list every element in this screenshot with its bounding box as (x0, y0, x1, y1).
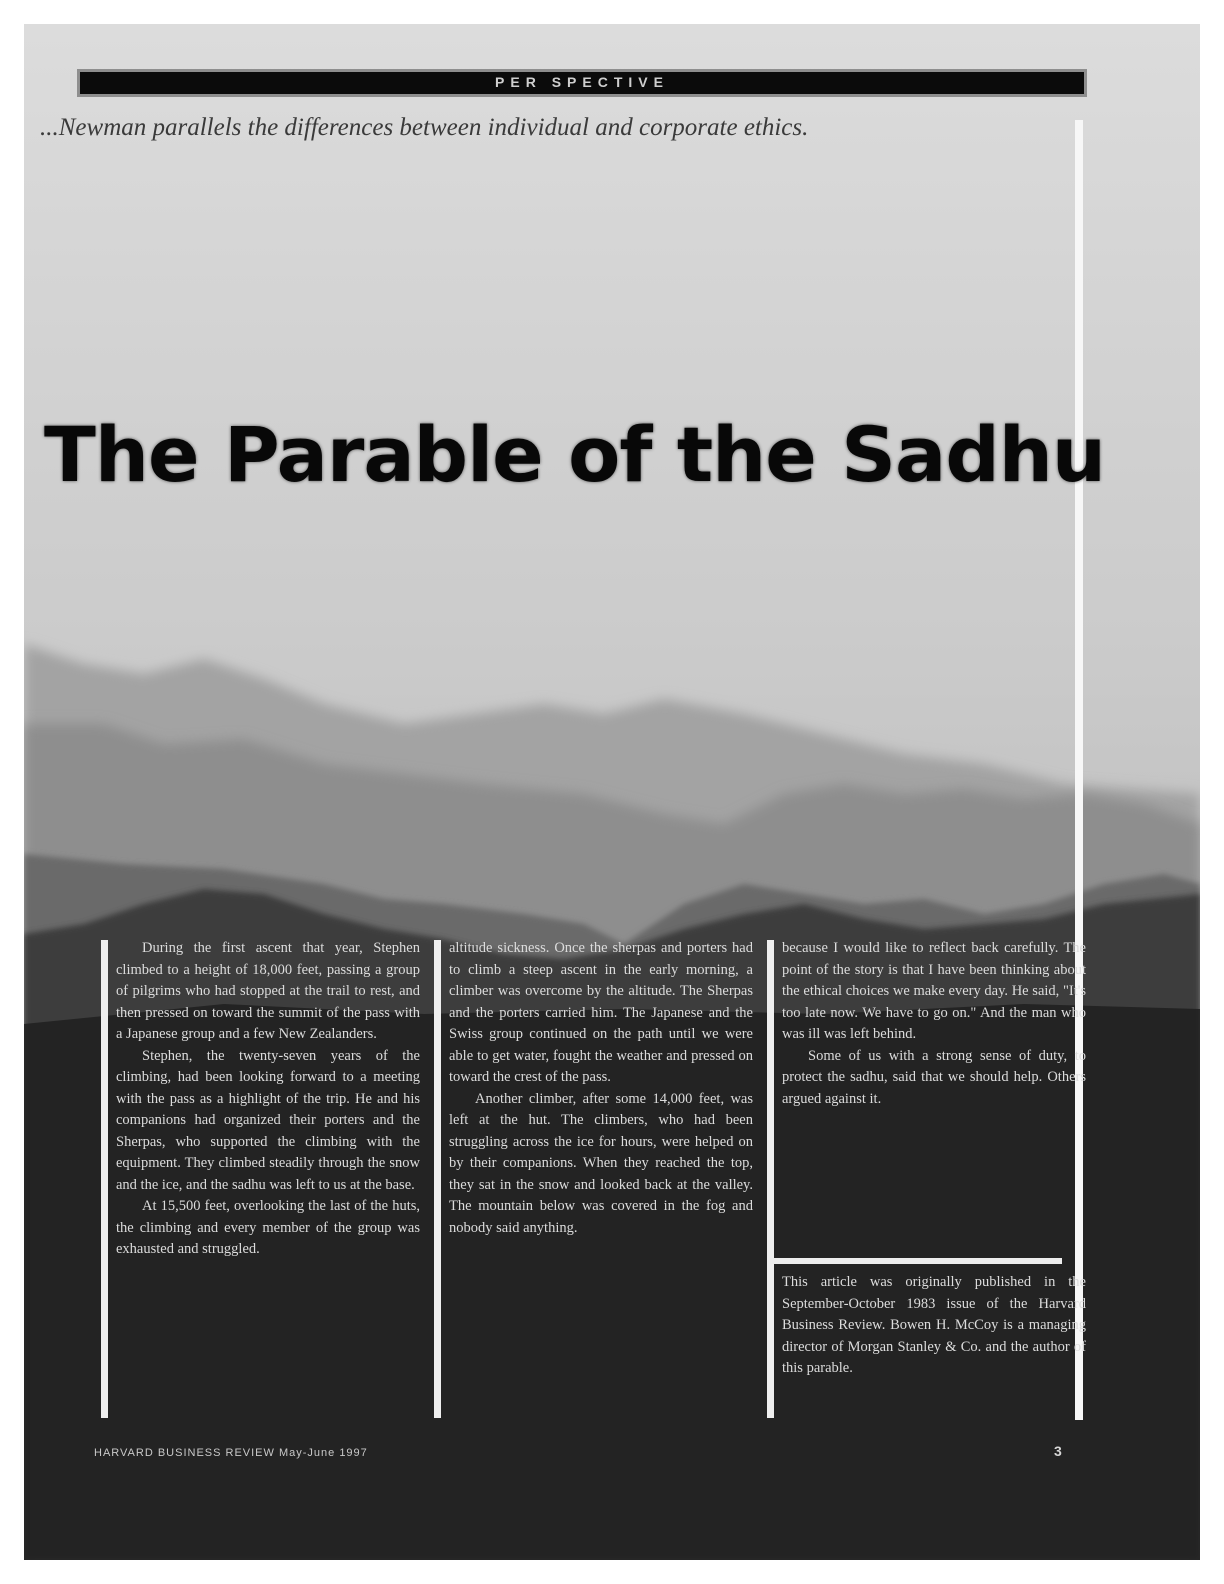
paragraph: altitude sickness. Once the sherpas and porters had to climb a steep ascent in the early morning, a climber was overcome by the altitude. The Sherpas and the porters carried him. The Japanese and the Swiss group continued on the path until we were able to get water, fought the weather and pressed on toward the crest of the pass. (449, 940, 753, 1085)
page-number: 3 (1054, 1443, 1062, 1459)
section-header-bar (80, 72, 1084, 94)
section-label: PER SPECTIVE (495, 74, 669, 90)
paragraph: During the first ascent that year, Stephen climbed to a height of 18,000 feet, passing a group of pilgrims who had stopped at the trail to rest, and then pressed on toward the summit of the pass with a Japanese group and a few New Zealanders. (116, 940, 420, 1042)
article-headline: The Parable of the Sadhu (44, 410, 1105, 499)
paragraph: At 15,500 feet, overlooking the last of the huts, the climbing and every member of the group was exhausted and struggled. (116, 1198, 420, 1257)
sidebar-divider (770, 1258, 1062, 1264)
footer-publication: HARVARD BUSINESS REVIEW May-June 1997 (94, 1447, 368, 1459)
paragraph: Another climber, after some 14,000 feet, was left at the hut. The climbers, who had been struggling across the ice for hours, were helped on by their companions. When they reached the top, they sat in the snow and looked back at the valley. The mountain below was covered in the fog and nobody said anything. (449, 1090, 753, 1236)
column-3-rule (767, 940, 774, 1418)
body-column-3 (782, 938, 1086, 1250)
paragraph: Stephen, the twenty-seven years of the climbing, had been looking forward to a meeting with the pass as a highlight of the trip. He and his companions had organized their porters and the Sherpas, who supported the climbing with the equipment. They climbed steadily through the snow and the ice, and the sadhu was left to us at the base. (116, 1047, 420, 1193)
column-1-rule (101, 940, 108, 1418)
paragraph: because I would like to reflect back carefully. The point of the story is that I have been thinking about the ethical choices we make every day. He said, "It's too late now. We have to go on." And the man who was ill was left behind. (782, 940, 1086, 1042)
body-column-1 (116, 938, 420, 1420)
article-subtitle: ...Newman parallels the differences between individual and corporate ethics. (40, 114, 809, 141)
author-note (782, 1272, 1086, 1420)
author-note-text: This article was originally published in the September-October 1983 issue of the Harvard Business Review. Bowen H. McCoy is a managing director of Morgan Stanley & Co. and the author of this parable. (782, 1274, 1086, 1376)
column-2-rule (434, 940, 441, 1418)
paragraph: Some of us with a strong sense of duty, to protect the sadhu, said that we should help. Others argued against it. (782, 1047, 1086, 1107)
body-column-2 (449, 938, 753, 1420)
